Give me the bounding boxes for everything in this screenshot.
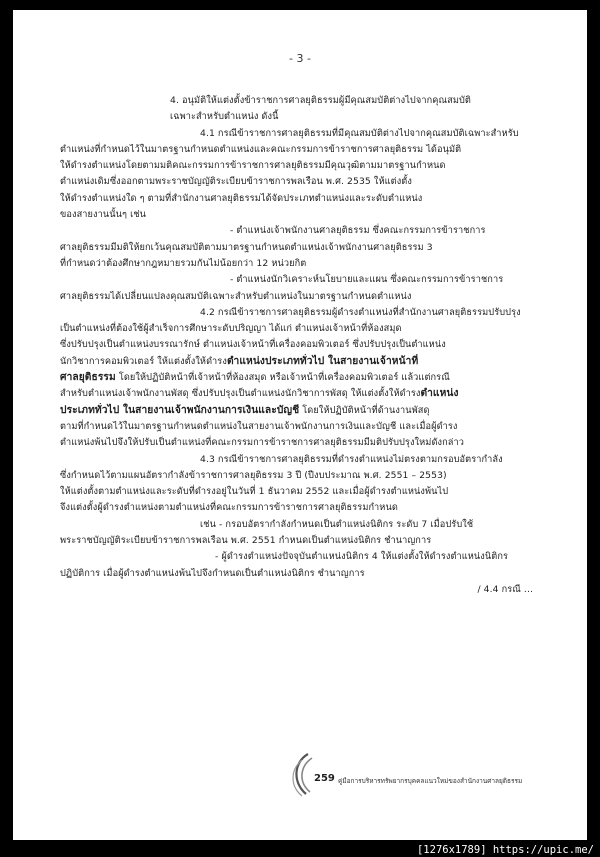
text-line — [60, 174, 553, 190]
line-text: ให้ดำรงตำแหน่งโดยตามมติคณะกรรมการข้าราชการศาลยุติธรรมมีคุณวุฒิตามมาตรฐานกำหนด — [60, 160, 446, 172]
text-line — [60, 321, 553, 337]
text-line — [60, 93, 553, 109]
text-line — [60, 452, 553, 468]
text-line — [60, 305, 553, 321]
text-line — [60, 191, 553, 207]
line-text: 4.2 กรณีข้าราชการศาลยุติธรรมผู้ดำรงตำแหน่งที่สำนักงานศาลยุติธรรมปรับปรุง — [200, 306, 521, 318]
text-line — [60, 207, 553, 223]
line-text: ที่กำหนดว่าต้องศึกษากฎหมายรวมกันไม่น้อยกว่า 12 หน่วยกิต — [60, 257, 307, 269]
line-text: - ผู้ดำรงตำแหน่งปัจจุบันตำแหน่งนิติกร 4 ให้แต่งตั้งให้ดำรงตำแหน่งนิติกร — [215, 551, 509, 563]
line-text: ศาลยุติธรรมได้เปลี่ยนแปลงคุณสมบัติเฉพาะสำหรับตำแหน่งในมาตรฐานกำหนดตำแหน่ง — [60, 290, 412, 302]
line-text: ให้แต่งตั้งตามตำแหน่งและระดับที่ดำรงอยู่ในวันที่ 1 ธันวาคม 2552 และเมื่อผู้ดำรงตำแหน่งพ้นไป — [60, 486, 449, 498]
line-text: ปฏิบัติการ เมื่อผู้ดำรงตำแหน่งพ้นไปจึงกำหนดเป็นตำแหน่งนิติกร ชำนาญการ — [60, 567, 365, 579]
page-number: - 3 - — [289, 52, 311, 65]
text-line — [60, 468, 553, 484]
line-text: ซึ่งกำหนดไว้ตามแผนอัตรากำลังข้าราชการศาลยุติธรรม 3 ปี (ปีงบประมาณ พ.ศ. 2551 – 2553) — [60, 469, 447, 481]
line-text: ซึ่งปรับปรุงเป็นตำแหน่งบรรณารักษ์ ตำแหน่งเจ้าหน้าที่เครื่องคอมพิวเตอร์ ซึ่งปรับปรุงเป็นตำแหน่ง — [60, 339, 446, 351]
text-line — [60, 142, 553, 158]
footer-page-number: 259 — [314, 773, 335, 784]
text-line — [60, 500, 553, 516]
line-text: ตามที่กำหนดไว้ในมาตรฐานกำหนดตำแหน่งในสายงานเจ้าพนักงานการเงินและบัญชี และเมื่อผู้ดำรง — [60, 420, 458, 432]
bold-text: ตำแหน่ง — [420, 388, 459, 400]
text-line — [60, 158, 553, 174]
line-text: ตำแหน่งเดิมซึ่งออกตามพระราชบัญญัติระเบียบข้าราชการพลเรือน พ.ศ. 2535 ให้แต่งตั้ง — [60, 176, 412, 188]
line-text: เฉพาะสำหรับตำแหน่ง ดังนี้ — [170, 111, 279, 123]
text-line — [60, 370, 553, 386]
text-line — [60, 354, 553, 370]
document-body — [60, 93, 553, 598]
image-watermark: [1276x1789] https://upic.me/ — [416, 844, 594, 856]
line-text: 4. อนุมัติให้แต่งตั้งข้าราชการศาลยุติธรรมผู้มีคุณสมบัติต่างไปจากคุณสมบัติ — [170, 95, 471, 106]
text-line — [60, 533, 553, 549]
line-text: 4.3 กรณีข้าราชการศาลยุติธรรมที่ดำรงตำแหน่งไม่ตรงตามกรอบอัตรากำลัง — [200, 453, 503, 465]
line-text: - ตำแหน่งนักวิเคราะห์นโยบายและแผน ซึ่งคณะกรรมการข้าราชการ — [230, 274, 504, 286]
line-text: ให้ดำรงตำแหน่งใด ๆ ตามที่สำนักงานศาลยุติธรรมได้จัดประเภทตำแหน่งและระดับตำแหน่ง — [60, 192, 423, 204]
text-line — [60, 517, 553, 533]
text-line — [60, 289, 553, 305]
text-line — [60, 256, 553, 272]
line-text: ศาลยุติธรรมมีมติให้ยกเว้นคุณสมบัติตามมาตรฐานกำหนดตำแหน่งเจ้าพนักงานศาลยุติธรรม 3 — [60, 241, 433, 253]
line-text: - ตำแหน่งเจ้าพนักงานศาลยุติธรรม ซึ่งคณะกรรมการข้าราชการ — [230, 225, 486, 237]
bold-text: ตำแหน่งประเภททั่วไป ในสายงานเจ้าหน้าที่ — [226, 355, 419, 367]
line-text: ตำแหน่งที่กำหนดไว้ในมาตรฐานกำหนดตำแหน่งและคณะกรรมการข้าราชการศาลยุติธรรม ได้อนุมัติ — [60, 143, 462, 155]
line-text: เช่น - กรอบอัตรากำลังกำหนดเป็นตำแหน่งนิติกร ระดับ 7 เมื่อปรับใช้ — [200, 518, 474, 530]
text-line — [60, 549, 553, 565]
line-text-rest: โดยให้ปฏิบัติหน้าที่เจ้าหน้าที่ห้องสมุด หรือเจ้าหน้าที่เครื่องคอมพิวเตอร์ แล้วแต่กรณี — [115, 372, 450, 384]
text-line — [60, 484, 553, 500]
document-page — [13, 10, 587, 840]
line-text: ของสายงานนั้นๆ เช่น — [60, 209, 147, 221]
text-line — [60, 109, 553, 125]
bold-text: ประเภททั่วไป ในสายงานเจ้าพนักงานการเงินและบัญชี — [60, 404, 300, 416]
text-line — [60, 126, 553, 142]
text-line — [60, 386, 553, 402]
text-line — [60, 272, 553, 288]
text-line — [60, 566, 553, 582]
line-text: จึงแต่งตั้งผู้ดำรงตำแหน่งตามตำแหน่งที่คณะกรรมการข้าราชการศาลยุติธรรมกำหนด — [60, 502, 398, 514]
text-line — [60, 435, 553, 451]
text-line — [60, 223, 553, 239]
text-line — [60, 419, 553, 435]
line-text: พระราชบัญญัติระเบียบข้าราชการพลเรือน พ.ศ. 2551 กำหนดเป็นตำแหน่งนิติกร ชำนาญการ — [60, 535, 432, 547]
bold-text: ศาลยุติธรรม — [60, 372, 116, 384]
line-text: ตำแหน่งพ้นไปจึงให้ปรับเป็นตำแหน่งที่คณะกรรมการข้าราชการศาลยุติธรรมมีมติปรับปรุงใหม่ดังกล่าว — [60, 437, 465, 449]
text-line — [60, 582, 553, 598]
text-line — [60, 337, 553, 353]
footer-title: คู่มือการบริหารทรัพยากรบุคคลแนวใหม่ของสำนักงานศาลยุติธรรม — [338, 777, 523, 785]
line-text: นักวิชาการคอมพิวเตอร์ ให้แต่งตั้งให้ดำรง — [60, 355, 227, 367]
text-line — [60, 240, 553, 256]
line-text: 4.1 กรณีข้าราชการศาลยุติธรรมที่มีคุณสมบัติต่างไปจากคุณสมบัติเฉพาะสำหรับ — [200, 127, 519, 139]
line-text-rest: โดยให้ปฏิบัติหน้าที่ด้านงานพัสดุ — [299, 404, 430, 416]
text-line — [60, 403, 553, 419]
line-text: สำหรับตำแหน่งเจ้าพนักงานพัสดุ ซึ่งปรับปรุงเป็นตำแหน่งนักวิชาการพัสดุ ให้แต่งตั้งให้ดำรง — [60, 388, 421, 400]
line-text: / 4.4 กรณี ... — [477, 583, 533, 595]
line-text: เป็นตำแหน่งที่ต้องใช้ผู้สำเร็จการศึกษาระดับปริญญา ได้แก่ ตำแหน่งเจ้าหน้าที่ห้องสมุด — [60, 323, 402, 335]
